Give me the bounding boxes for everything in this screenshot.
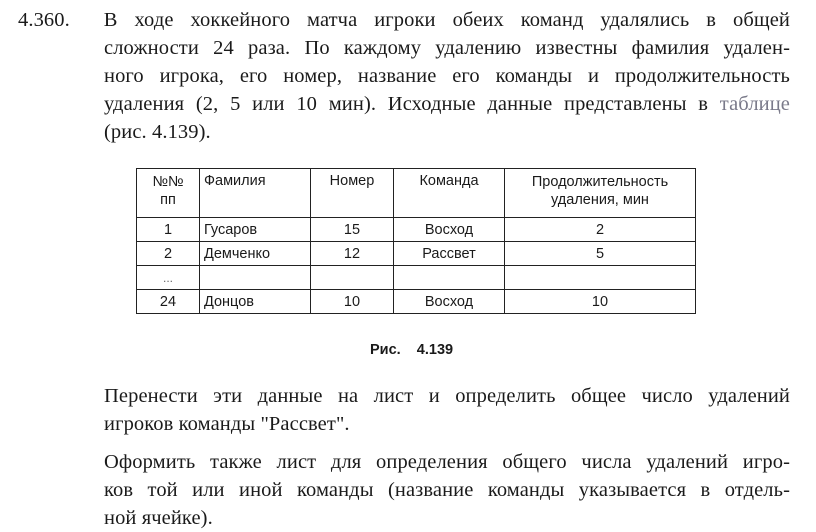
table-link[interactable]: таблице [719, 93, 790, 115]
task2-line-3: ной ячейке). [104, 507, 213, 529]
table-header-row [137, 169, 696, 218]
table-row [137, 266, 696, 290]
problem-text-4: удаления (2, 5 или 10 мин). Исходные данные представлены в [104, 93, 709, 115]
figure-caption: Рис. 4.139 [370, 342, 454, 358]
problem-text-1: В ходе хоккейного матча игроки обеих команд удалялись в общей [103, 9, 791, 31]
problem-line-3: ного игрока, его номер, название его команды и продолжительность [104, 65, 790, 87]
cell-no: ... [137, 266, 200, 290]
cell-no: 1 [137, 218, 200, 242]
task1-line-2: игроков команды "Рассвет". [104, 413, 350, 435]
header-duration [505, 169, 696, 218]
cell-player-number: 15 [311, 218, 394, 242]
cell-duration [505, 266, 696, 290]
table-row [137, 218, 696, 242]
cell-team: Восход [394, 290, 505, 314]
problem-number: 4.360. [18, 9, 70, 31]
header-no-line1: №№ [152, 174, 184, 190]
task-paragraph-2 [18, 448, 790, 532]
cell-no: 24 [137, 290, 200, 314]
cell-player-number: 10 [311, 290, 394, 314]
cell-surname: Донцов [200, 290, 311, 314]
table-row [137, 290, 696, 314]
cell-team [394, 266, 505, 290]
problem-statement [18, 6, 790, 146]
cell-duration: 10 [505, 290, 696, 314]
task2-line-2: ков той или иной команды (название команды указывается в отдель- [104, 479, 790, 501]
header-number-pp [137, 169, 200, 218]
problem-line-1 [18, 6, 790, 34]
cell-no: 2 [137, 242, 200, 266]
task1-line-1: Перенести эти данные на лист и определить общее число удалений [104, 385, 790, 407]
cell-surname: Гусаров [200, 218, 311, 242]
figure-table [136, 168, 696, 314]
cell-player-number [311, 266, 394, 290]
cell-duration: 2 [505, 218, 696, 242]
header-duration-line1: Продолжительность [531, 174, 669, 190]
cell-duration: 5 [505, 242, 696, 266]
task2-line-1: Оформить также лист для определения общего числа удалений игро- [104, 451, 790, 473]
cell-surname [200, 266, 311, 290]
header-no-line2: пп [160, 192, 176, 208]
problem-line-5: (рис. 4.139). [104, 121, 211, 143]
header-player-number: Номер [311, 169, 394, 218]
problem-line-4 [18, 90, 790, 118]
task-paragraph-1 [18, 382, 790, 438]
problem-line-2: сложности 24 раза. По каждому удалению известны фамилия удален- [104, 37, 790, 59]
header-team: Команда [394, 169, 505, 218]
header-duration-line2: удаления, мин [551, 192, 649, 208]
cell-team: Рассвет [394, 242, 505, 266]
table-row [137, 242, 696, 266]
cell-team: Восход [394, 218, 505, 242]
header-surname: Фамилия [200, 169, 311, 218]
penalty-table [136, 168, 696, 314]
cell-player-number: 12 [311, 242, 394, 266]
cell-surname: Демченко [200, 242, 311, 266]
